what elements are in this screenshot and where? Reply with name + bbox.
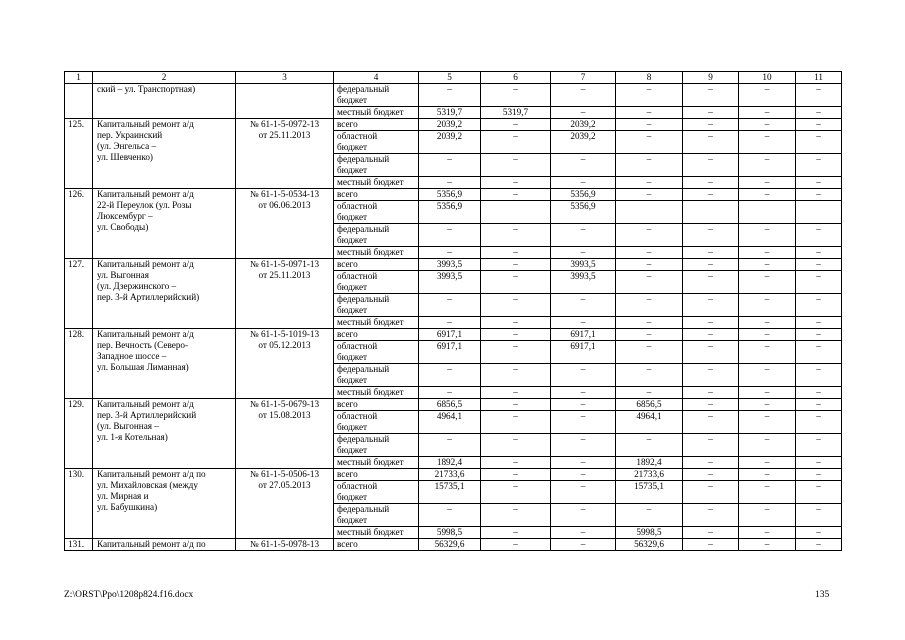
value-cell: – <box>683 539 739 551</box>
value-cell: 6856,5 <box>419 399 481 411</box>
value-cell: – <box>481 119 551 131</box>
value-cell: – <box>796 341 842 364</box>
value-cell: 6917,1 <box>551 341 616 364</box>
value-cell: 56329,6 <box>419 539 481 551</box>
value-cell: – <box>481 341 551 364</box>
funding-source: областной бюджет <box>334 131 419 154</box>
value-cell: – <box>481 469 551 481</box>
value-cell: – <box>551 224 616 247</box>
value-cell: – <box>739 329 796 341</box>
value-cell: – <box>683 411 739 434</box>
value-cell: – <box>739 189 796 201</box>
funding-source: местный бюджет <box>334 457 419 469</box>
funding-source: областной бюджет <box>334 411 419 434</box>
object-name: Капитальный ремонт а/д пер. Украинский (ул. Энгельса – ул. Шевченко) <box>93 119 236 189</box>
funding-source: областной бюджет <box>334 341 419 364</box>
table-row <box>65 469 842 481</box>
object-name: Капитальный ремонт а/д пер. 3-й Артиллерийский (ул. Выгонная – ул. 1-я Котельная) <box>93 399 236 469</box>
value-cell: – <box>616 259 683 271</box>
value-cell: – <box>796 434 842 457</box>
column-header-6: 6 <box>481 72 551 84</box>
column-header-8: 8 <box>616 72 683 84</box>
table-row <box>65 399 842 411</box>
value-cell: – <box>481 329 551 341</box>
object-name: Капитальный ремонт а/д ул. Выгонная (ул. Дзержинского – пер. 3-й Артиллерийский) <box>93 259 236 329</box>
value-cell: – <box>739 224 796 247</box>
value-cell: 6856,5 <box>616 399 683 411</box>
value-cell: – <box>481 247 551 259</box>
value-cell: – <box>481 317 551 329</box>
value-cell: 3993,5 <box>551 259 616 271</box>
value-cell: – <box>419 434 481 457</box>
value-cell: 1892,4 <box>616 457 683 469</box>
value-cell: 15735,1 <box>419 481 481 504</box>
table-row <box>65 259 842 271</box>
value-cell: – <box>551 387 616 399</box>
value-cell: – <box>683 399 739 411</box>
value-cell: – <box>683 247 739 259</box>
value-cell: – <box>481 399 551 411</box>
table-row <box>65 84 842 107</box>
funding-source: федеральный бюджет <box>334 364 419 387</box>
value-cell: – <box>481 177 551 189</box>
funding-source: федеральный бюджет <box>334 224 419 247</box>
value-cell: – <box>796 271 842 294</box>
value-cell: 2039,2 <box>551 131 616 154</box>
value-cell: – <box>739 457 796 469</box>
value-cell: – <box>796 294 842 317</box>
value-cell: 56329,6 <box>616 539 683 551</box>
value-cell: – <box>481 271 551 294</box>
funding-source: федеральный бюджет <box>334 504 419 527</box>
value-cell: – <box>796 259 842 271</box>
document-number: № 61-1-5-1019-13 от 05.12.2013 <box>236 329 334 399</box>
document-number: № 61-1-5-0978-13 <box>236 539 334 551</box>
funding-source: федеральный бюджет <box>334 154 419 177</box>
funding-source: всего <box>334 469 419 481</box>
row-number: 129. <box>65 399 93 469</box>
value-cell: – <box>683 434 739 457</box>
value-cell: 5356,9 <box>419 189 481 201</box>
value-cell: – <box>683 387 739 399</box>
value-cell: – <box>796 84 842 107</box>
value-cell: – <box>616 177 683 189</box>
value-cell: – <box>419 247 481 259</box>
value-cell: – <box>419 364 481 387</box>
funding-source: всего <box>334 539 419 551</box>
value-cell: – <box>796 224 842 247</box>
funding-source: областной бюджет <box>334 201 419 224</box>
value-cell: – <box>796 481 842 504</box>
value-cell: – <box>796 457 842 469</box>
value-cell: – <box>739 271 796 294</box>
value-cell: – <box>796 107 842 119</box>
value-cell: 5356,9 <box>419 201 481 224</box>
value-cell: – <box>739 84 796 107</box>
value-cell: – <box>419 317 481 329</box>
value-cell: – <box>551 247 616 259</box>
value-cell: 2039,2 <box>419 131 481 154</box>
funding-source: федеральный бюджет <box>334 434 419 457</box>
column-header-11: 11 <box>796 72 842 84</box>
value-cell <box>796 201 842 224</box>
value-cell: – <box>796 411 842 434</box>
column-header-5: 5 <box>419 72 481 84</box>
table-row <box>65 539 842 551</box>
value-cell: – <box>739 317 796 329</box>
value-cell: – <box>481 189 551 201</box>
value-cell: – <box>481 154 551 177</box>
row-number: 127. <box>65 259 93 329</box>
value-cell: – <box>419 84 481 107</box>
value-cell: – <box>551 154 616 177</box>
value-cell: – <box>419 224 481 247</box>
value-cell: – <box>616 224 683 247</box>
object-name: Капитальный ремонт а/д пер. Вечность (Северо- Западное шоссе – ул. Большая Лиманная) <box>93 329 236 399</box>
value-cell: – <box>551 527 616 539</box>
value-cell: 6917,1 <box>419 329 481 341</box>
value-cell: – <box>616 504 683 527</box>
value-cell: – <box>616 84 683 107</box>
value-cell: – <box>796 539 842 551</box>
table-row <box>65 189 842 201</box>
value-cell <box>481 201 551 224</box>
value-cell: – <box>551 434 616 457</box>
value-cell <box>739 201 796 224</box>
value-cell: – <box>551 457 616 469</box>
funding-source: всего <box>334 259 419 271</box>
value-cell <box>616 201 683 224</box>
page-number: 135 <box>815 590 830 600</box>
value-cell: – <box>481 131 551 154</box>
funding-source: местный бюджет <box>334 317 419 329</box>
value-cell: – <box>796 387 842 399</box>
object-name: Капитальный ремонт а/д по <box>93 539 236 551</box>
value-cell: – <box>481 481 551 504</box>
value-cell: – <box>796 317 842 329</box>
value-cell: – <box>551 364 616 387</box>
table-row <box>65 119 842 131</box>
value-cell: – <box>796 469 842 481</box>
value-cell: – <box>796 119 842 131</box>
value-cell: – <box>683 341 739 364</box>
value-cell: – <box>739 341 796 364</box>
value-cell: – <box>616 247 683 259</box>
funding-source: федеральный бюджет <box>334 84 419 107</box>
value-cell: 2039,2 <box>551 119 616 131</box>
value-cell: – <box>796 154 842 177</box>
value-cell: – <box>616 317 683 329</box>
value-cell: – <box>796 504 842 527</box>
value-cell: – <box>739 107 796 119</box>
object-name: ский – ул. Транспортная) <box>93 84 236 119</box>
value-cell: – <box>683 154 739 177</box>
value-cell: – <box>551 177 616 189</box>
value-cell: 4964,1 <box>419 411 481 434</box>
value-cell: – <box>683 481 739 504</box>
object-name: Капитальный ремонт а/д 22-й Переулок (ул. Розы Люксембург – ул. Свободы) <box>93 189 236 259</box>
funding-source: местный бюджет <box>334 107 419 119</box>
value-cell: – <box>481 539 551 551</box>
value-cell: – <box>481 527 551 539</box>
value-cell: – <box>551 481 616 504</box>
value-cell: – <box>481 294 551 317</box>
value-cell: – <box>683 504 739 527</box>
value-cell: – <box>481 387 551 399</box>
value-cell: 21733,6 <box>419 469 481 481</box>
value-cell: – <box>739 259 796 271</box>
value-cell: – <box>683 457 739 469</box>
value-cell: – <box>683 271 739 294</box>
value-cell: – <box>419 294 481 317</box>
value-cell: – <box>551 504 616 527</box>
value-cell: – <box>481 504 551 527</box>
value-cell: – <box>419 387 481 399</box>
value-cell: – <box>683 329 739 341</box>
value-cell: 3993,5 <box>419 259 481 271</box>
value-cell: – <box>616 364 683 387</box>
value-cell: – <box>739 364 796 387</box>
object-name: Капитальный ремонт а/д по ул. Михайловская (между ул. Мирная и ул. Бабушкина) <box>93 469 236 539</box>
value-cell: – <box>616 271 683 294</box>
value-cell: 5356,9 <box>551 201 616 224</box>
value-cell: – <box>616 189 683 201</box>
value-cell <box>683 201 739 224</box>
value-cell: – <box>683 107 739 119</box>
value-cell: – <box>616 294 683 317</box>
value-cell: – <box>551 411 616 434</box>
value-cell: – <box>739 434 796 457</box>
value-cell: – <box>551 84 616 107</box>
value-cell: – <box>683 84 739 107</box>
value-cell: – <box>796 399 842 411</box>
value-cell: – <box>683 259 739 271</box>
value-cell: – <box>739 527 796 539</box>
value-cell: – <box>796 247 842 259</box>
document-number: № 61-1-5-0534-13 от 06.06.2013 <box>236 189 334 259</box>
column-header-1: 1 <box>65 72 93 84</box>
value-cell: 6917,1 <box>551 329 616 341</box>
value-cell: – <box>551 399 616 411</box>
value-cell: – <box>551 294 616 317</box>
budget-table <box>64 71 842 551</box>
value-cell: – <box>616 154 683 177</box>
value-cell: – <box>739 387 796 399</box>
table-header-row <box>65 72 842 84</box>
value-cell: – <box>739 131 796 154</box>
value-cell: – <box>739 177 796 189</box>
value-cell: – <box>683 224 739 247</box>
value-cell: 5998,5 <box>616 527 683 539</box>
value-cell: – <box>739 481 796 504</box>
value-cell: – <box>739 294 796 317</box>
value-cell: 3993,5 <box>419 271 481 294</box>
value-cell: – <box>683 189 739 201</box>
column-header-4: 4 <box>334 72 419 84</box>
value-cell: 21733,6 <box>616 469 683 481</box>
value-cell: – <box>551 107 616 119</box>
value-cell: 5319,7 <box>481 107 551 119</box>
value-cell: – <box>683 294 739 317</box>
value-cell: – <box>739 154 796 177</box>
value-cell: – <box>739 119 796 131</box>
column-header-9: 9 <box>683 72 739 84</box>
value-cell: – <box>616 107 683 119</box>
value-cell: – <box>683 119 739 131</box>
column-header-10: 10 <box>739 72 796 84</box>
value-cell: – <box>683 317 739 329</box>
value-cell: – <box>739 411 796 434</box>
value-cell: – <box>683 364 739 387</box>
value-cell: 6917,1 <box>419 341 481 364</box>
value-cell: 5998,5 <box>419 527 481 539</box>
value-cell: – <box>616 434 683 457</box>
funding-source: всего <box>334 329 419 341</box>
value-cell: – <box>616 387 683 399</box>
value-cell: – <box>739 539 796 551</box>
funding-source: всего <box>334 399 419 411</box>
value-cell: – <box>419 177 481 189</box>
value-cell: – <box>481 84 551 107</box>
value-cell: 2039,2 <box>419 119 481 131</box>
value-cell: – <box>481 411 551 434</box>
value-cell: – <box>419 504 481 527</box>
table-body <box>65 84 842 551</box>
value-cell: – <box>616 119 683 131</box>
row-number: 131. <box>65 539 93 551</box>
funding-source: федеральный бюджет <box>334 294 419 317</box>
value-cell: – <box>683 177 739 189</box>
funding-source: местный бюджет <box>334 247 419 259</box>
funding-source: всего <box>334 189 419 201</box>
value-cell: – <box>739 247 796 259</box>
row-number <box>65 84 93 119</box>
funding-source: областной бюджет <box>334 481 419 504</box>
value-cell: – <box>481 259 551 271</box>
value-cell: – <box>481 457 551 469</box>
column-header-7: 7 <box>551 72 616 84</box>
funding-source: областной бюджет <box>334 271 419 294</box>
value-cell: – <box>796 131 842 154</box>
file-path: Z:\ORST\Ppo\1208p824.f16.docx <box>64 590 194 600</box>
row-number: 128. <box>65 329 93 399</box>
funding-source: всего <box>334 119 419 131</box>
funding-source: местный бюджет <box>334 527 419 539</box>
value-cell: – <box>481 224 551 247</box>
value-cell: – <box>683 131 739 154</box>
value-cell: – <box>551 317 616 329</box>
value-cell: 5319,7 <box>419 107 481 119</box>
table-row <box>65 329 842 341</box>
value-cell: – <box>481 434 551 457</box>
value-cell: – <box>616 329 683 341</box>
value-cell: – <box>796 189 842 201</box>
value-cell: – <box>551 539 616 551</box>
document-number: № 61-1-5-0972-13 от 25.11.2013 <box>236 119 334 189</box>
value-cell: – <box>481 364 551 387</box>
value-cell: – <box>739 399 796 411</box>
value-cell: 5356,9 <box>551 189 616 201</box>
document-number: № 61-1-5-0971-13 от 25.11.2013 <box>236 259 334 329</box>
row-number: 125. <box>65 119 93 189</box>
value-cell: – <box>739 504 796 527</box>
column-header-3: 3 <box>236 72 334 84</box>
row-number: 126. <box>65 189 93 259</box>
funding-source: местный бюджет <box>334 177 419 189</box>
value-cell: – <box>683 469 739 481</box>
column-header-2: 2 <box>93 72 236 84</box>
funding-source: местный бюджет <box>334 387 419 399</box>
document-number <box>236 84 334 119</box>
value-cell: 15735,1 <box>616 481 683 504</box>
value-cell: – <box>796 329 842 341</box>
value-cell: – <box>551 469 616 481</box>
value-cell: – <box>796 364 842 387</box>
value-cell: – <box>739 469 796 481</box>
value-cell: – <box>419 154 481 177</box>
value-cell: 3993,5 <box>551 271 616 294</box>
value-cell: – <box>616 131 683 154</box>
row-number: 130. <box>65 469 93 539</box>
value-cell: 4964,1 <box>616 411 683 434</box>
value-cell: – <box>796 527 842 539</box>
document-number: № 61-1-5-0506-13 от 27.05.2013 <box>236 469 334 539</box>
value-cell: – <box>796 177 842 189</box>
value-cell: – <box>616 341 683 364</box>
value-cell: 1892,4 <box>419 457 481 469</box>
value-cell: – <box>683 527 739 539</box>
document-number: № 61-1-5-0679-13 от 15.08.2013 <box>236 399 334 469</box>
